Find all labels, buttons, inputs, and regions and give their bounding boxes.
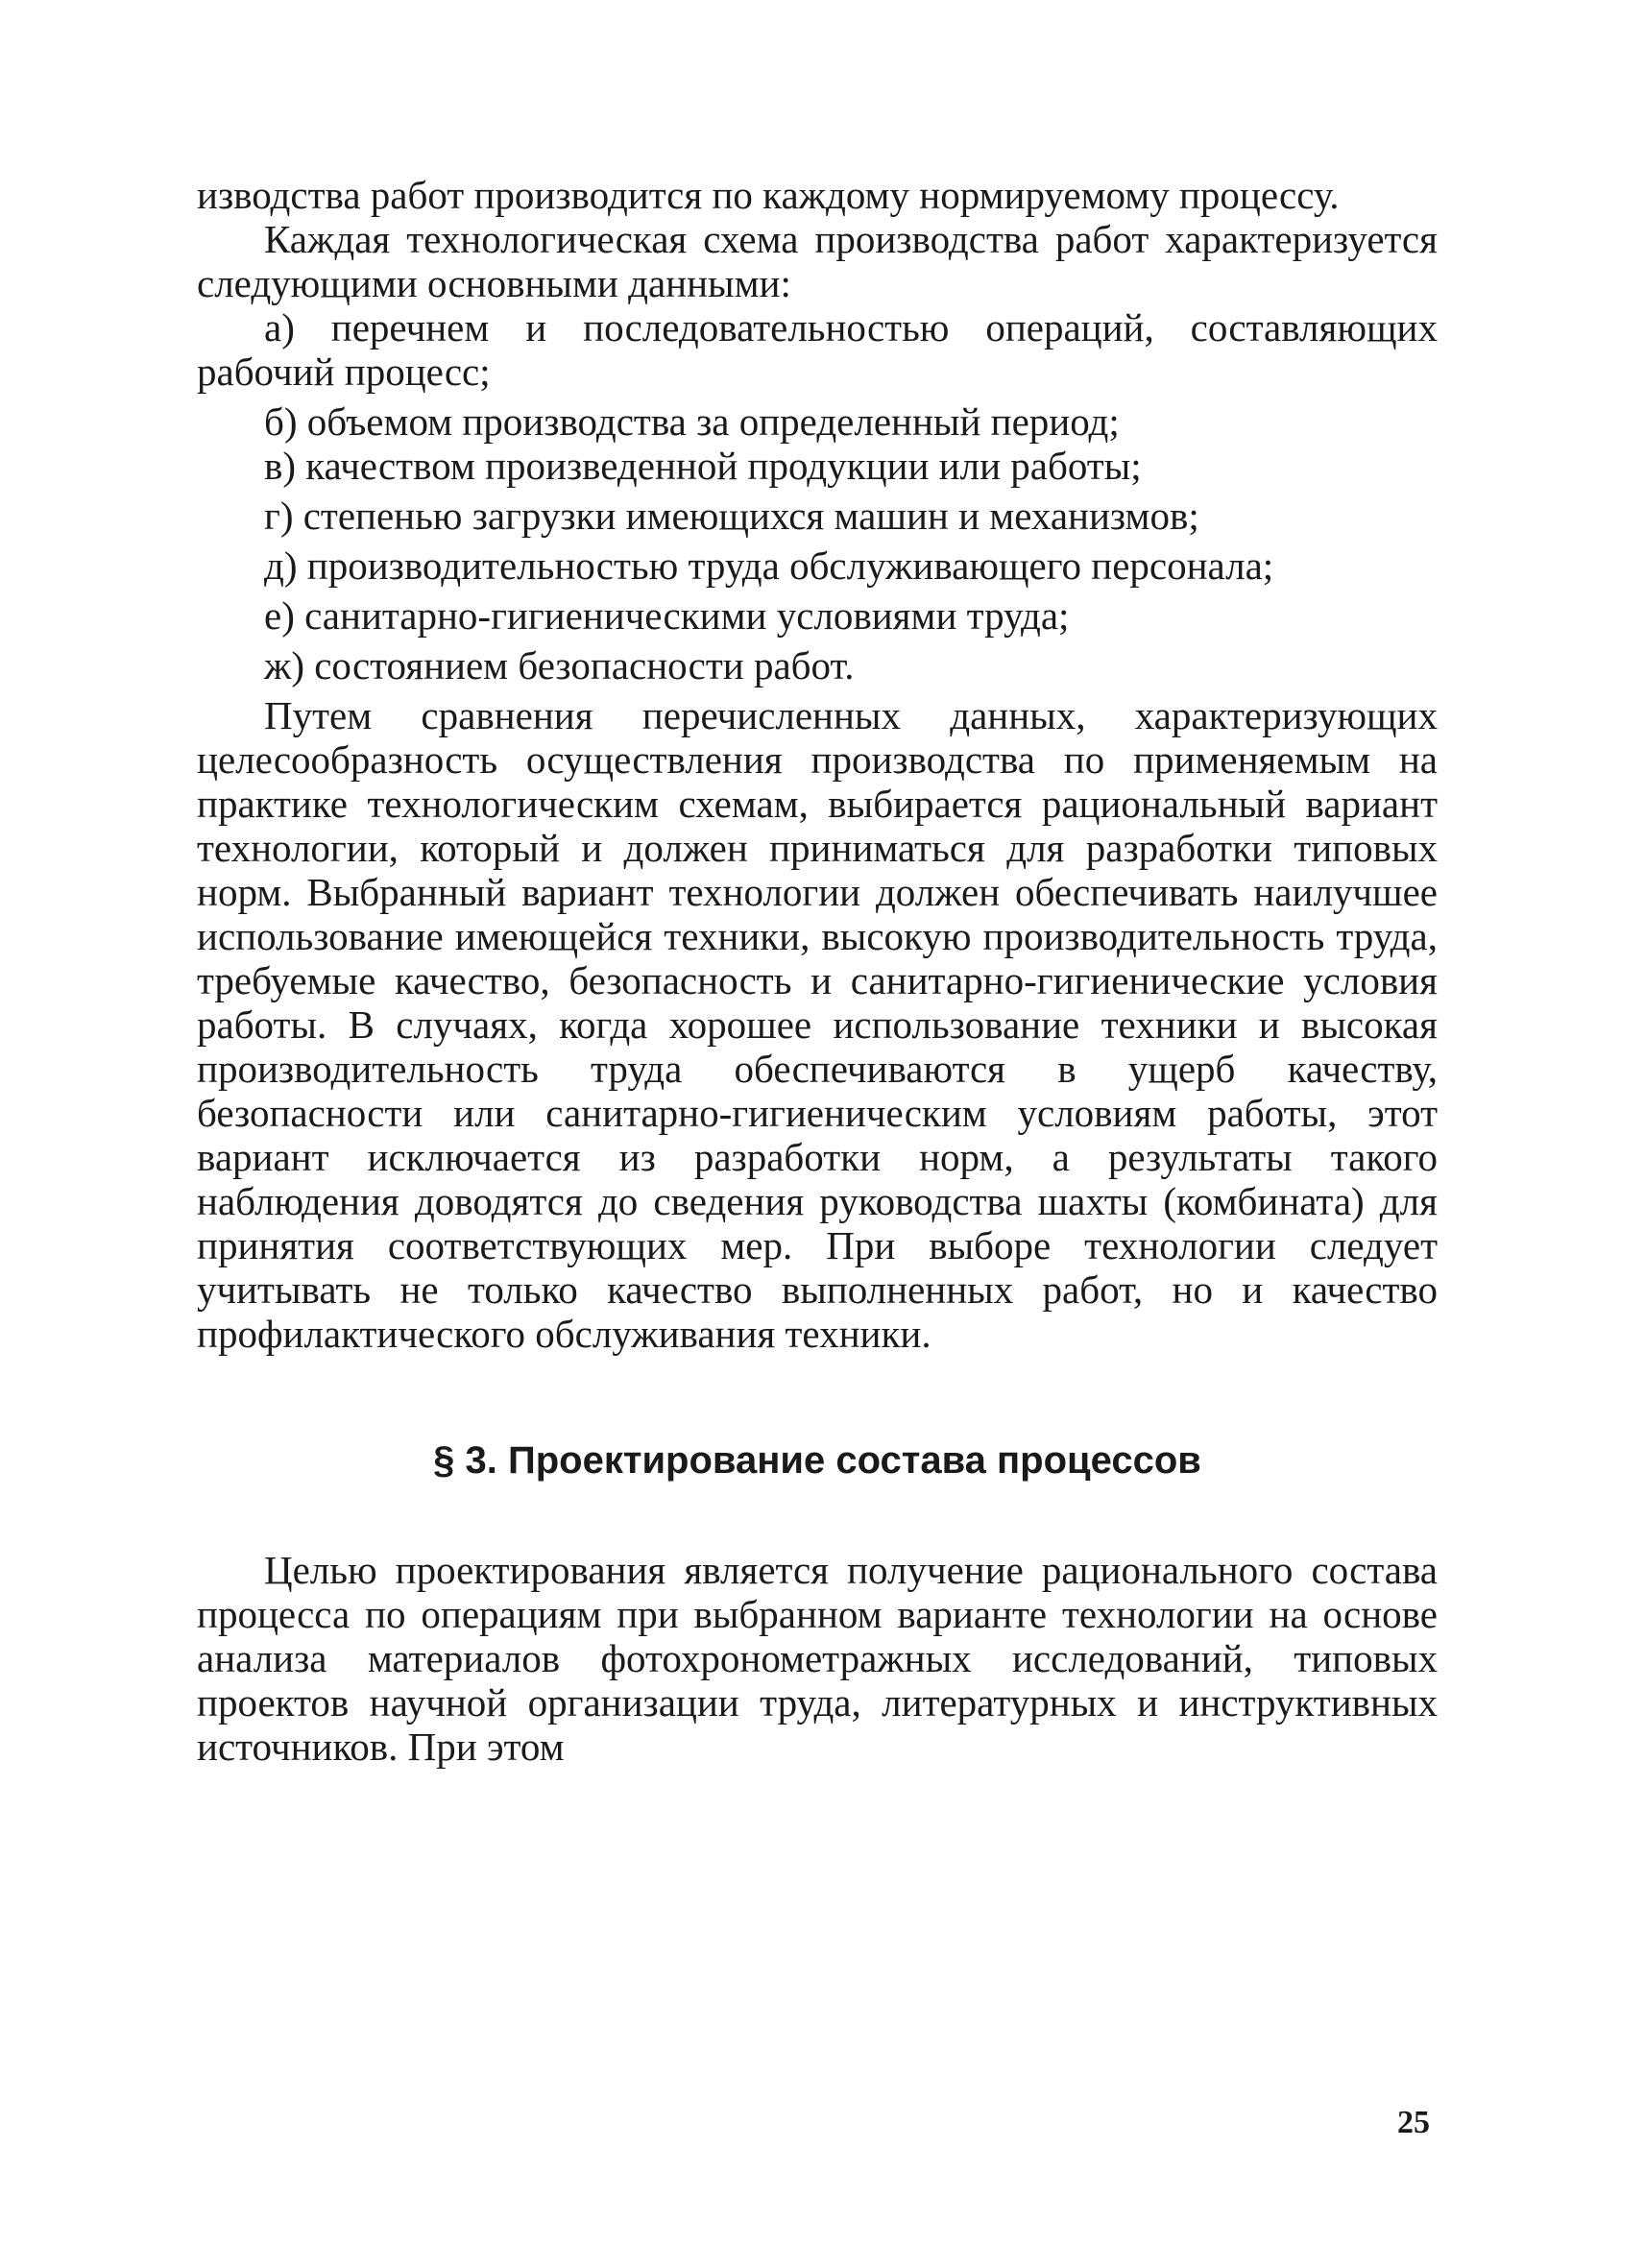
paragraph-goal: Целью проектирования является получение рационального состава процесса по операциям при выбранном варианте технологии на основе анализа материалов фотохронометражных исследований, типовых проектов научной организации труда, литературных и инструктивных источников. При этом: [197, 1548, 1438, 1769]
paragraph-continuation: изводства работ производится по каждому нормируемому процессу.: [197, 173, 1340, 217]
list-item: ж) состоянием безопасности работ.: [264, 643, 855, 688]
paragraph-intro: Каждая технологическая схема производства работ характеризуется следующими основными данными:: [197, 217, 1438, 305]
document-page: [197, 173, 1438, 1769]
list-item: д) производительностью труда обслуживающего персонала;: [264, 543, 1274, 588]
list-item: а) перечнем и последовательностью операций, составляющих рабочий процесс;: [197, 305, 1438, 394]
paragraph-comparison: Путем сравнения перечисленных данных, характеризующих целесообразность осуществления производства по применяемым на практике технологическим схемам, выбирается рациональный вариант технологии, который и должен приниматься для разработки типовых норм. Выбранный вариант технологии должен обеспечивать наилучшее использование имеющейся техники, высокую производительность труда, требуемые качество, безопасность и санитарно-гигиенические условия работы. В случаях, когда хорошее использование техники и высокая производительность труда обеспечиваются в ущерб качеству, безопасности или санитарно-гигиеническим условиям работы, этот вариант исключается из разработки норм, а результаты такого наблюдения доводятся до сведения руководства шахты (комбината) для принятия соответствующих мер. При выборе технологии следует учитывать не только качество выполненных работ, но и качество профилактического обслуживания техники.: [197, 693, 1438, 1356]
list-item: б) объемом производства за определенный период;: [264, 399, 1120, 444]
list-item: е) санитарно-гигиеническими условиями труда;: [264, 593, 1070, 638]
page-number: 25: [1397, 2105, 1430, 2140]
list-item: г) степенью загрузки имеющихся машин и механизмов;: [264, 494, 1199, 538]
section-heading: § 3. Проектирование состава процессов: [433, 1439, 1201, 1482]
list-item: в) качеством произведенной продукции или работы;: [264, 444, 1142, 488]
characteristics-list: [197, 305, 1438, 688]
